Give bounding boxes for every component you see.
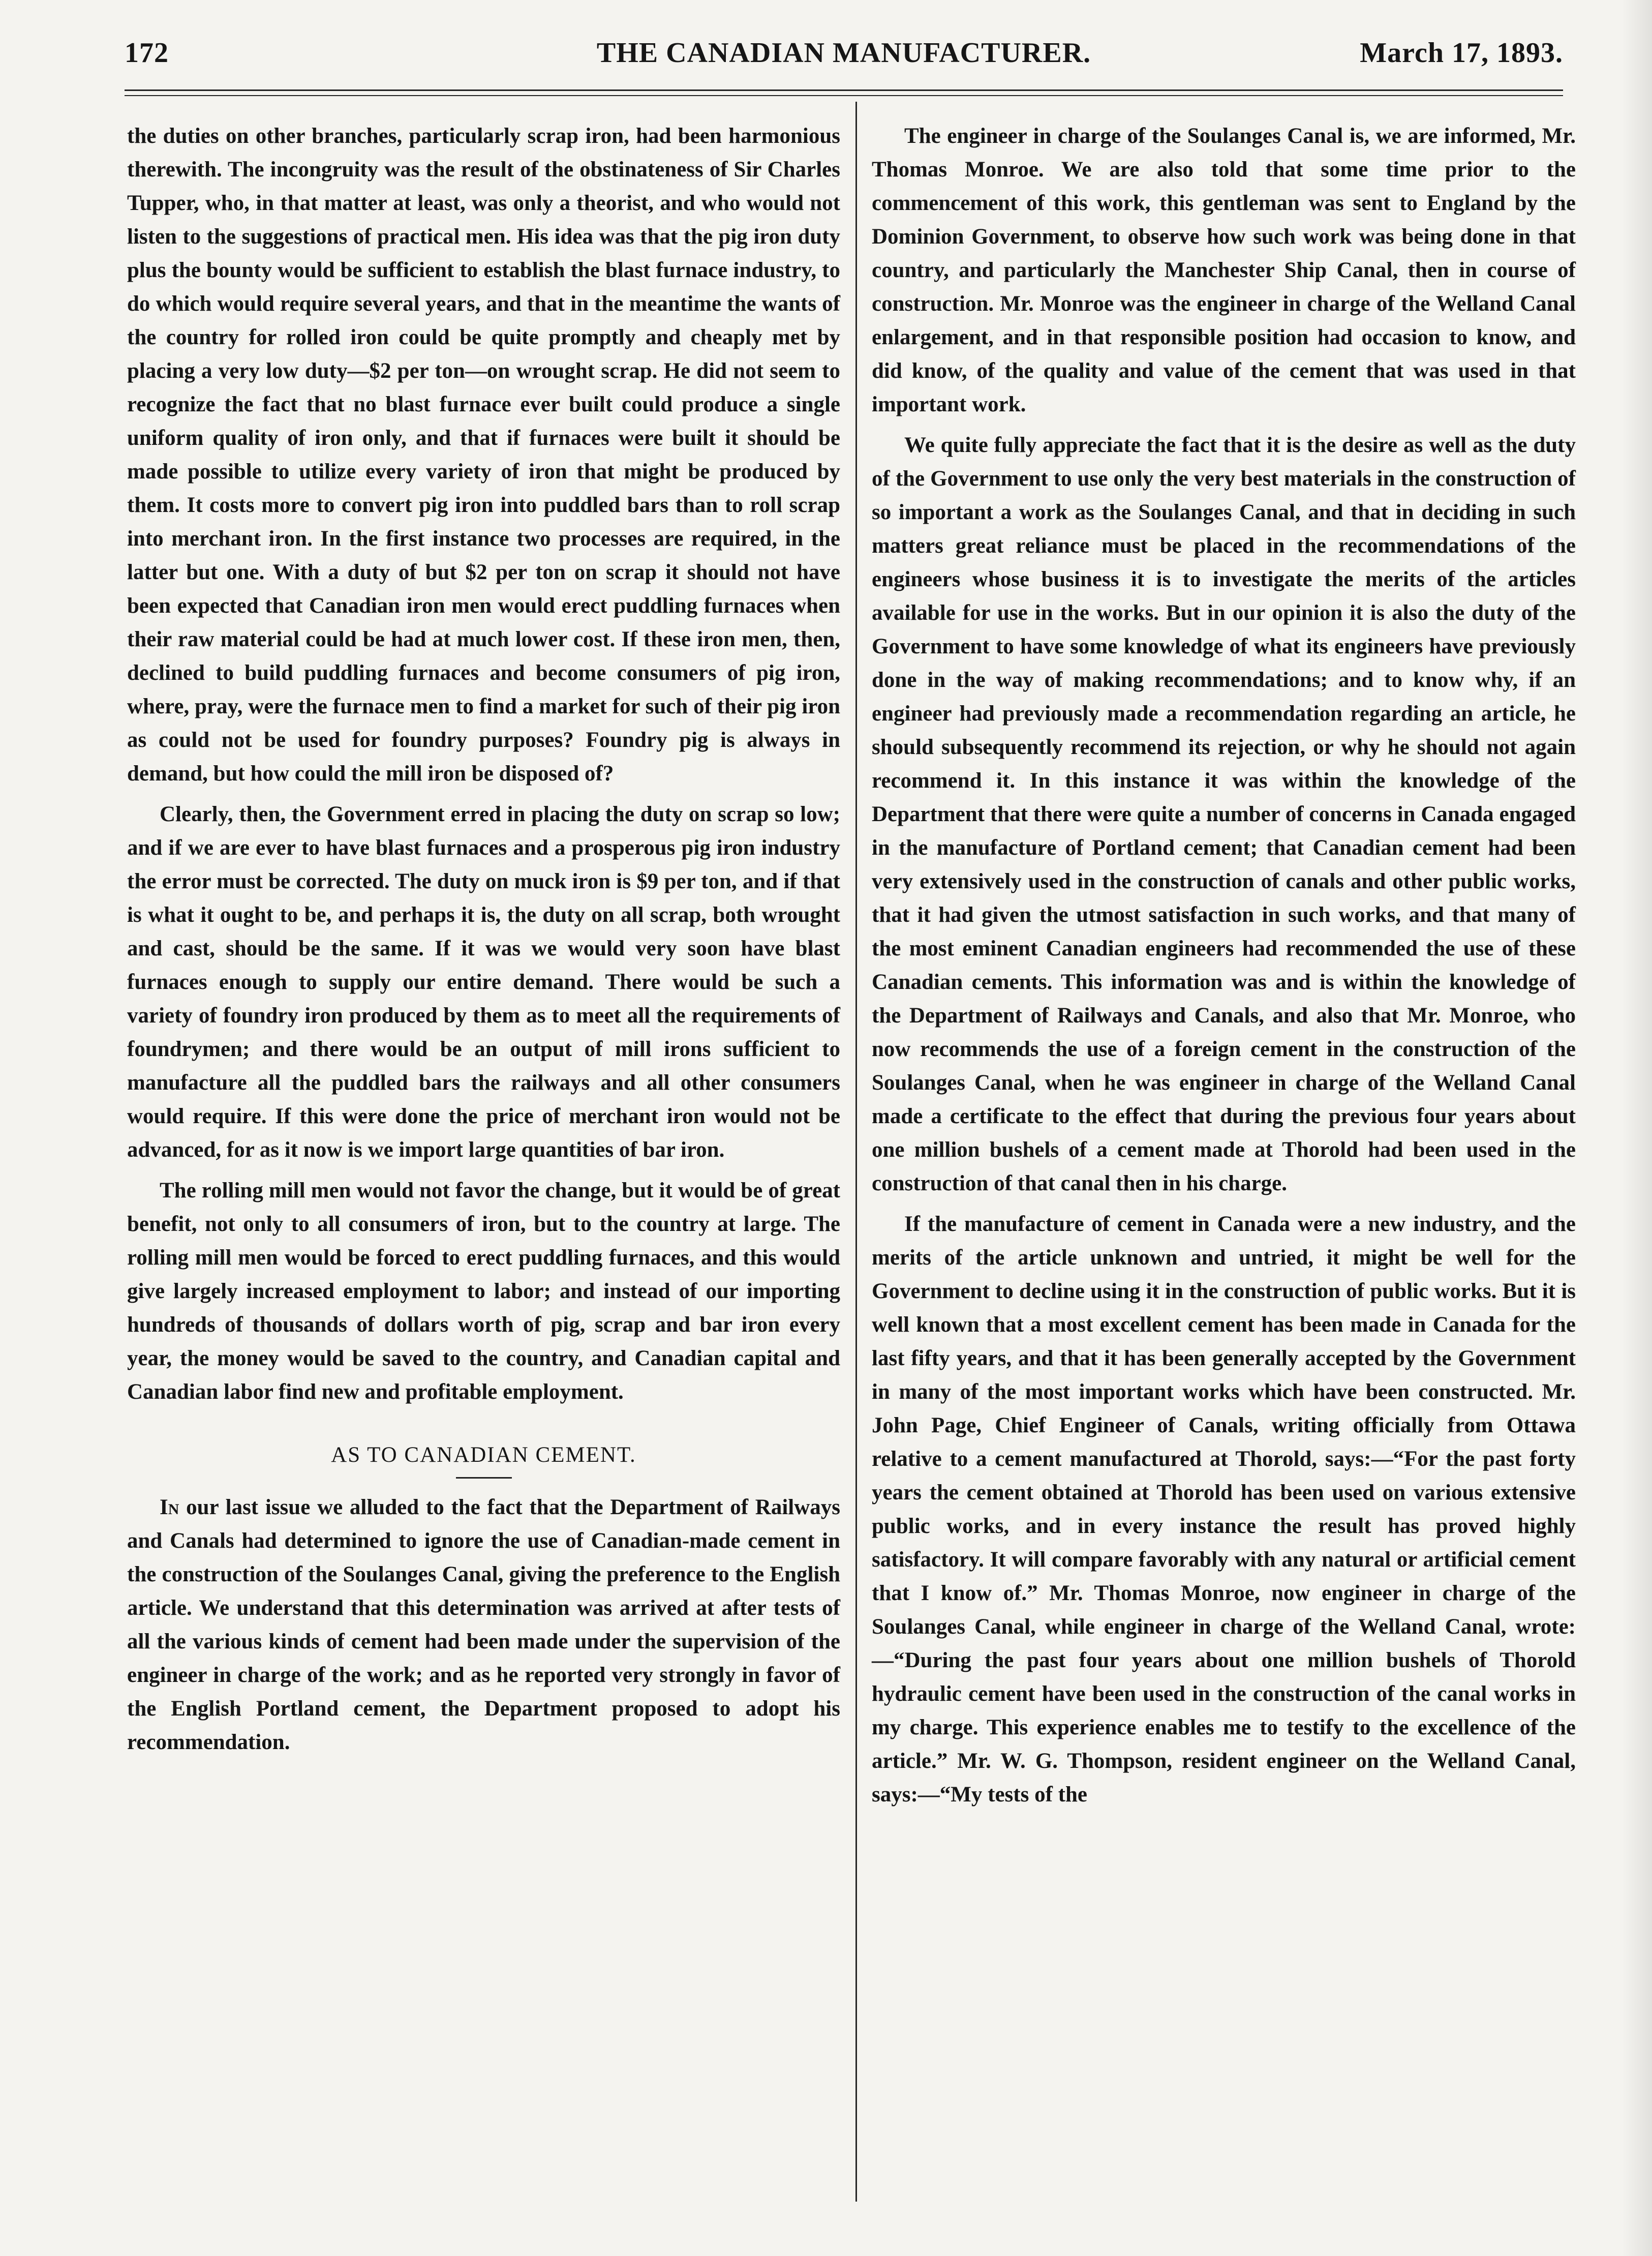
header-rule-thin	[125, 95, 1563, 96]
issue-date: March 17, 1893.	[1360, 37, 1563, 69]
article-paragraph: Clearly, then, the Government erred in placing the duty on scrap so low; and if we are ever to have blast furnaces and a prosperous pig iron industry the error must be corrected. The duty on muck iron is $9 per ton, and if that is what it ought to be, and perhaps it is, the duty on all scrap, both wrought and cast, should be the same. If it was we would very soon have blast furnaces enough to supply our entire demand. There would be such a variety of foundry iron produced by them as to meet all the requirements of foundrymen; and there would be an output of mill irons sufficient to manufacture all the puddled bars the railways and all other consumers would require. If this were done the price of merchant iron would not be advanced, for as it now is we import large quantities of bar iron.	[127, 802, 840, 1162]
column-divider	[855, 102, 857, 2202]
left-column	[127, 119, 840, 1766]
article-paragraph: We quite fully appreciate the fact that it is the desire as well as the duty of the Government to use only the very best materials in the construction of so important a work as the Soulanges Canal, and that in deciding in such matters great reliance must be placed in the recommendations of the engineers whose business it is to investigate the merits of the articles available for use in the works. But in our opinion it is also the duty of the Government to have some knowledge of what its engineers have previously done in the way of making recommendations; and to know why, if an engineer had previously made a recommendation regarding an article, he should subsequently recommend its rejection, or why he should not again recommend it. In this instance it was within the knowledge of the Department that there were quite a number of concerns in Canada engaged in the manufacture of Portland cement; that Canadian cement had been very extensively used in the construction of canals and other public works, that it had given the utmost satisfaction in such works, and that many of the most eminent Canadian engineers had recommended the use of these Canadian cements. This information was and is within the knowledge of the Department of Railways and Canals, and also that Mr. Monroe, who now recommends the use of a foreign cement in the construction of the Soulanges Canal, when he was engineer in charge of the Welland Canal made a certificate to the effect that during the previous four years about one million bushels of a cement made at Thorold had been used in the construction of that canal then in his charge.	[872, 433, 1576, 1195]
article-paragraph: The rolling mill men would not favor the change, but it would be of great benefit, not only to all consumers of iron, but to the country at large. The rolling mill men would be forced to erect puddling furnaces, and this would give largely increased employment to labor; and instead of our importing hundreds of thousands of dollars worth of pig, scrap and bar iron every year, the money would be saved to the country, and Canadian capital and Canadian labor find new and profitable employment.	[127, 1179, 840, 1404]
article-paragraph	[127, 1491, 840, 1759]
section-heading: AS TO CANADIAN CEMENT.	[331, 1443, 636, 1467]
page-header	[125, 32, 1563, 72]
right-column	[872, 119, 1576, 1819]
publication-title: THE CANADIAN MANUFACTURER.	[596, 37, 1091, 69]
article-paragraph: If the manufacture of cement in Canada were a new industry, and the merits of the article unknown and untried, it might be well for the Government to decline using it in the construction of public works. But it is well known that a most excellent cement has been made in Canada for the last fifty years, and that it has been generally accepted by the Government in many of the most important works which have been constructed. Mr. John Page, Chief Engineer of Canals, writing officially from Ottawa relative to a cement manufactured at Thorold, says:—“For the past forty years the cement obtained at Thorold has been used on various extensive public works, and in every instance the result has proved highly satisfactory. It will compare favorably with any natural or artificial cement that I know of.” Mr. Thomas Monroe, now engineer in charge of the Soulanges Canal, while engineer in charge of the Welland Canal, wrote:—“During the past four years about one million bushels of Thorold hydraulic cement have been used in the construction of the canal works in my charge. This experience enables me to testify to the excellence of the article.” Mr. W. G. Thompson, resident engineer on the Welland Canal, says:—“My tests of the	[872, 1212, 1576, 1807]
page-number: 172	[125, 37, 169, 69]
lead-word: In	[160, 1495, 179, 1519]
article-paragraph: The engineer in charge of the Soulanges Canal is, we are informed, Mr. Thomas Monroe. We are also told that some time prior to the commencement of this work, this gentleman was sent to England by the Dominion Government, to observe how such work was being done in that country, and particularly the Manchester Ship Canal, then in course of construction. Mr. Monroe was the engineer in charge of the Welland Canal enlargement, and in that responsible position had occasion to know, and did know, of the quality and value of the cement that was used in that important work.	[872, 124, 1576, 416]
paragraph-body: our last issue we alluded to the fact that the Department of Railways and Canals had determined to ignore the use of Canadian-made cement in the construction of the Soulanges Canal, giving the preference to the English article. We understand that this determination was arrived at after tests of all the various kinds of cement had been made under the supervision of the engineer in charge of the work; and as he reported very strongly in favor of the English Portland cement, the Department proposed to adopt his recommendation.	[127, 1495, 840, 1754]
page-edge-shadow	[1622, 0, 1652, 2256]
heading-rule	[456, 1477, 512, 1479]
header-rule-thick	[125, 89, 1563, 91]
article-paragraph: the duties on other branches, particularly scrap iron, had been harmonious therewith. The incongruity was the result of the obstinateness of Sir Charles Tupper, who, in that matter at least, was only a theorist, and who would not listen to the suggestions of practical men. His idea was that the pig iron duty plus the bounty would be sufficient to establish the blast furnace industry, to do which would require several years, and that in the meantime the wants of the country for rolled iron could be quite promptly and cheaply met by placing a very low duty—$2 per ton—on wrought scrap. He did not seem to recognize the fact that no blast furnace ever built could produce a single uniform quality of iron only, and that if furnaces were built it should be made possible to utilize every variety of iron that might be produced by them. It costs more to convert pig iron into puddled bars than to roll scrap into merchant iron. In the first instance two processes are required, in the latter but one. With a duty of but $2 per ton on scrap it should not have been expected that Canadian iron men would erect puddling furnaces when their raw material could be had at much lower cost. If these iron men, then, declined to build puddling furnaces and become consumers of pig iron, where, pray, were the furnace men to find a market for such of their pig iron as could not be used for foundry purposes? Foundry pig is always in demand, but how could the mill iron be disposed of?	[127, 124, 840, 786]
